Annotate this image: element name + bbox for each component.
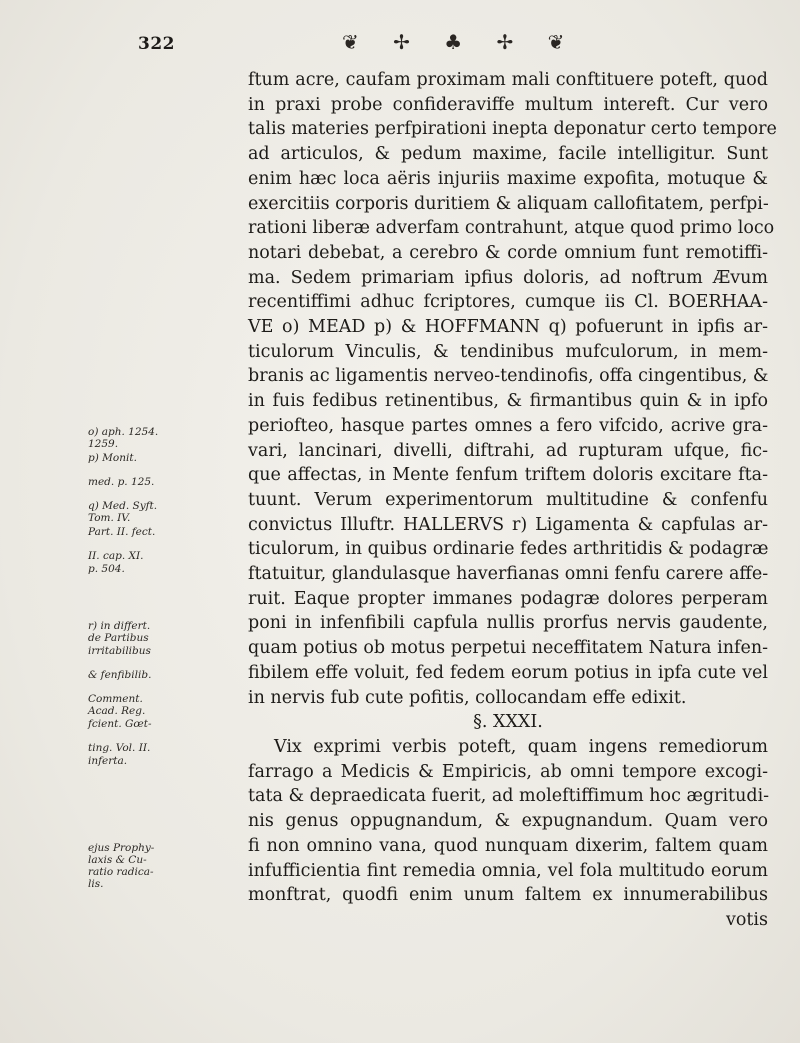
text-line: tata & depraedicata fuerit, ad moleftiffimum hoc ægritudi- [248,786,770,807]
text-line: que affectas, in Mente fenfum triftem doloris excitare fta- [248,465,768,486]
text-line: enim hæc loca aëris injuriis maxime expofita, motuque & [248,168,768,189]
side-note: p) Monit. [88,452,137,464]
text-line: convictus Illuftr. HALLERVS r) Ligamenta & capfulas ar- [248,514,768,535]
side-note: Part. II. fect. [88,526,156,538]
side-note: lis. [88,878,104,890]
text-line: ad articulos, & pedum maxime, facile intelligitur. Sunt [248,144,768,165]
side-note: ting. Vol. II. [88,742,151,754]
text-line: nis genus oppugnandum, & expugnandum. Quam vero [248,811,768,832]
side-note: o) aph. 1254. [88,426,159,438]
side-note: fcient. Gœt- [88,718,152,730]
text-line: in nervis fub cute pofitis, collocandam effe edixit. [248,687,687,708]
text-line: fibilem effe voluit, fed fedem eorum potius in ipfa cute vel [248,662,768,683]
text-line: ruit. Eaque propter immanes podagræ dolores perperam [248,588,768,609]
section-heading: §. XXXI. [473,712,543,733]
catchword: votis [725,909,768,930]
side-note: irritabilibus [88,645,151,657]
text-line: ticulorum, in quibus ordinarie fedes arthritidis & podagræ [248,539,769,560]
side-note: inferta. [88,755,128,767]
side-note: p. 504. [88,563,125,575]
text-line: tuunt. Verum experimentorum multitudine & confenfu [248,489,768,510]
side-note: Tom. IV. [88,512,131,524]
body-text [248,68,777,933]
text-line: ftum acre, caufam proximam mali conftituere poteft, quod [248,70,768,90]
side-note: ratio radica- [88,866,154,878]
side-note: Comment. [88,693,143,705]
text-line: farrago a Medicis & Empiricis, ab omni tempore excogi- [248,761,768,782]
text-line: rationi liberæ adverfam contrahunt, atque quod primo loco [248,218,775,239]
text-line: quam potius ob motus perpetui neceffitatem Natura infen- [248,638,768,659]
side-note: r) in differt. [88,620,151,632]
side-note: ejus Prophy- [88,842,155,854]
side-note: II. cap. XI. [88,550,144,562]
text-line: infufficientia fint remedia omnia, vel fola multitudo eorum [248,860,768,881]
side-note: 1259. [88,438,119,450]
text-line: monftrat, quodfi enim unum faltem ex innumerabilibus [248,885,768,906]
text-line: recentiffimi adhuc fcriptores, cumque iis Cl. BOERHAA- [248,292,768,313]
side-note: q) Med. Syft. [88,500,158,512]
side-note: laxis & Cu- [88,854,147,866]
side-note: med. p. 125. [88,476,155,488]
text-line: notari debebat, a cerebro & corde omnium funt remotiffi- [248,242,768,263]
text-line: talis materies perfpirationi inepta deponatur certo tempore [248,119,777,140]
text-line: ftatuitur, glandulasque haverfianas omni fenfu carere affe- [248,564,769,585]
text-line: Vix exprimi verbis poteft, quam ingens remediorum [274,736,768,757]
text-line: VE o) MEAD p) & HOFFMANN q) pofuerunt in ipfis ar- [248,317,768,338]
text-line: branis ac ligamentis nerveo-tendinofis, offa cingentibus, & [248,366,769,387]
side-note: de Partibus [88,632,149,644]
page-number: 322 [138,34,175,54]
page-header [0,30,800,60]
text-line: poni in infenfibili capfula nullis prorfus nervis gaudente, [248,613,768,634]
text-line: fi non omnino vana, quod nunquam dixerim, faltem quam [248,835,768,856]
header-ornament-icon: ❦ ✢ ♣ ✢ ❦ [342,30,579,54]
text-line: ma. Sedem primariam ipfius doloris, ad noftrum Ævum [248,267,768,288]
text-line: in praxi probe confideraviffe multum intereft. Cur vero [248,94,768,115]
text-line: periofteo, hasque partes omnes a fero vifcido, acrive gra- [248,415,768,436]
side-note: & fenfibilib. [88,669,152,681]
text-line: in fuis fedibus retinentibus, & firmantibus quin & in ipfo [248,391,768,412]
text-line: exercitiis corporis duritiem & aliquam callofitatem, perfpi- [248,193,769,214]
text-line: ticulorum Vinculis, & tendinibus mufculorum, in mem- [248,341,768,362]
text-line: vari, lancinari, divelli, diftrahi, ad rupturam ufque, fic- [248,440,768,461]
side-note: Acad. Reg. [88,705,146,717]
